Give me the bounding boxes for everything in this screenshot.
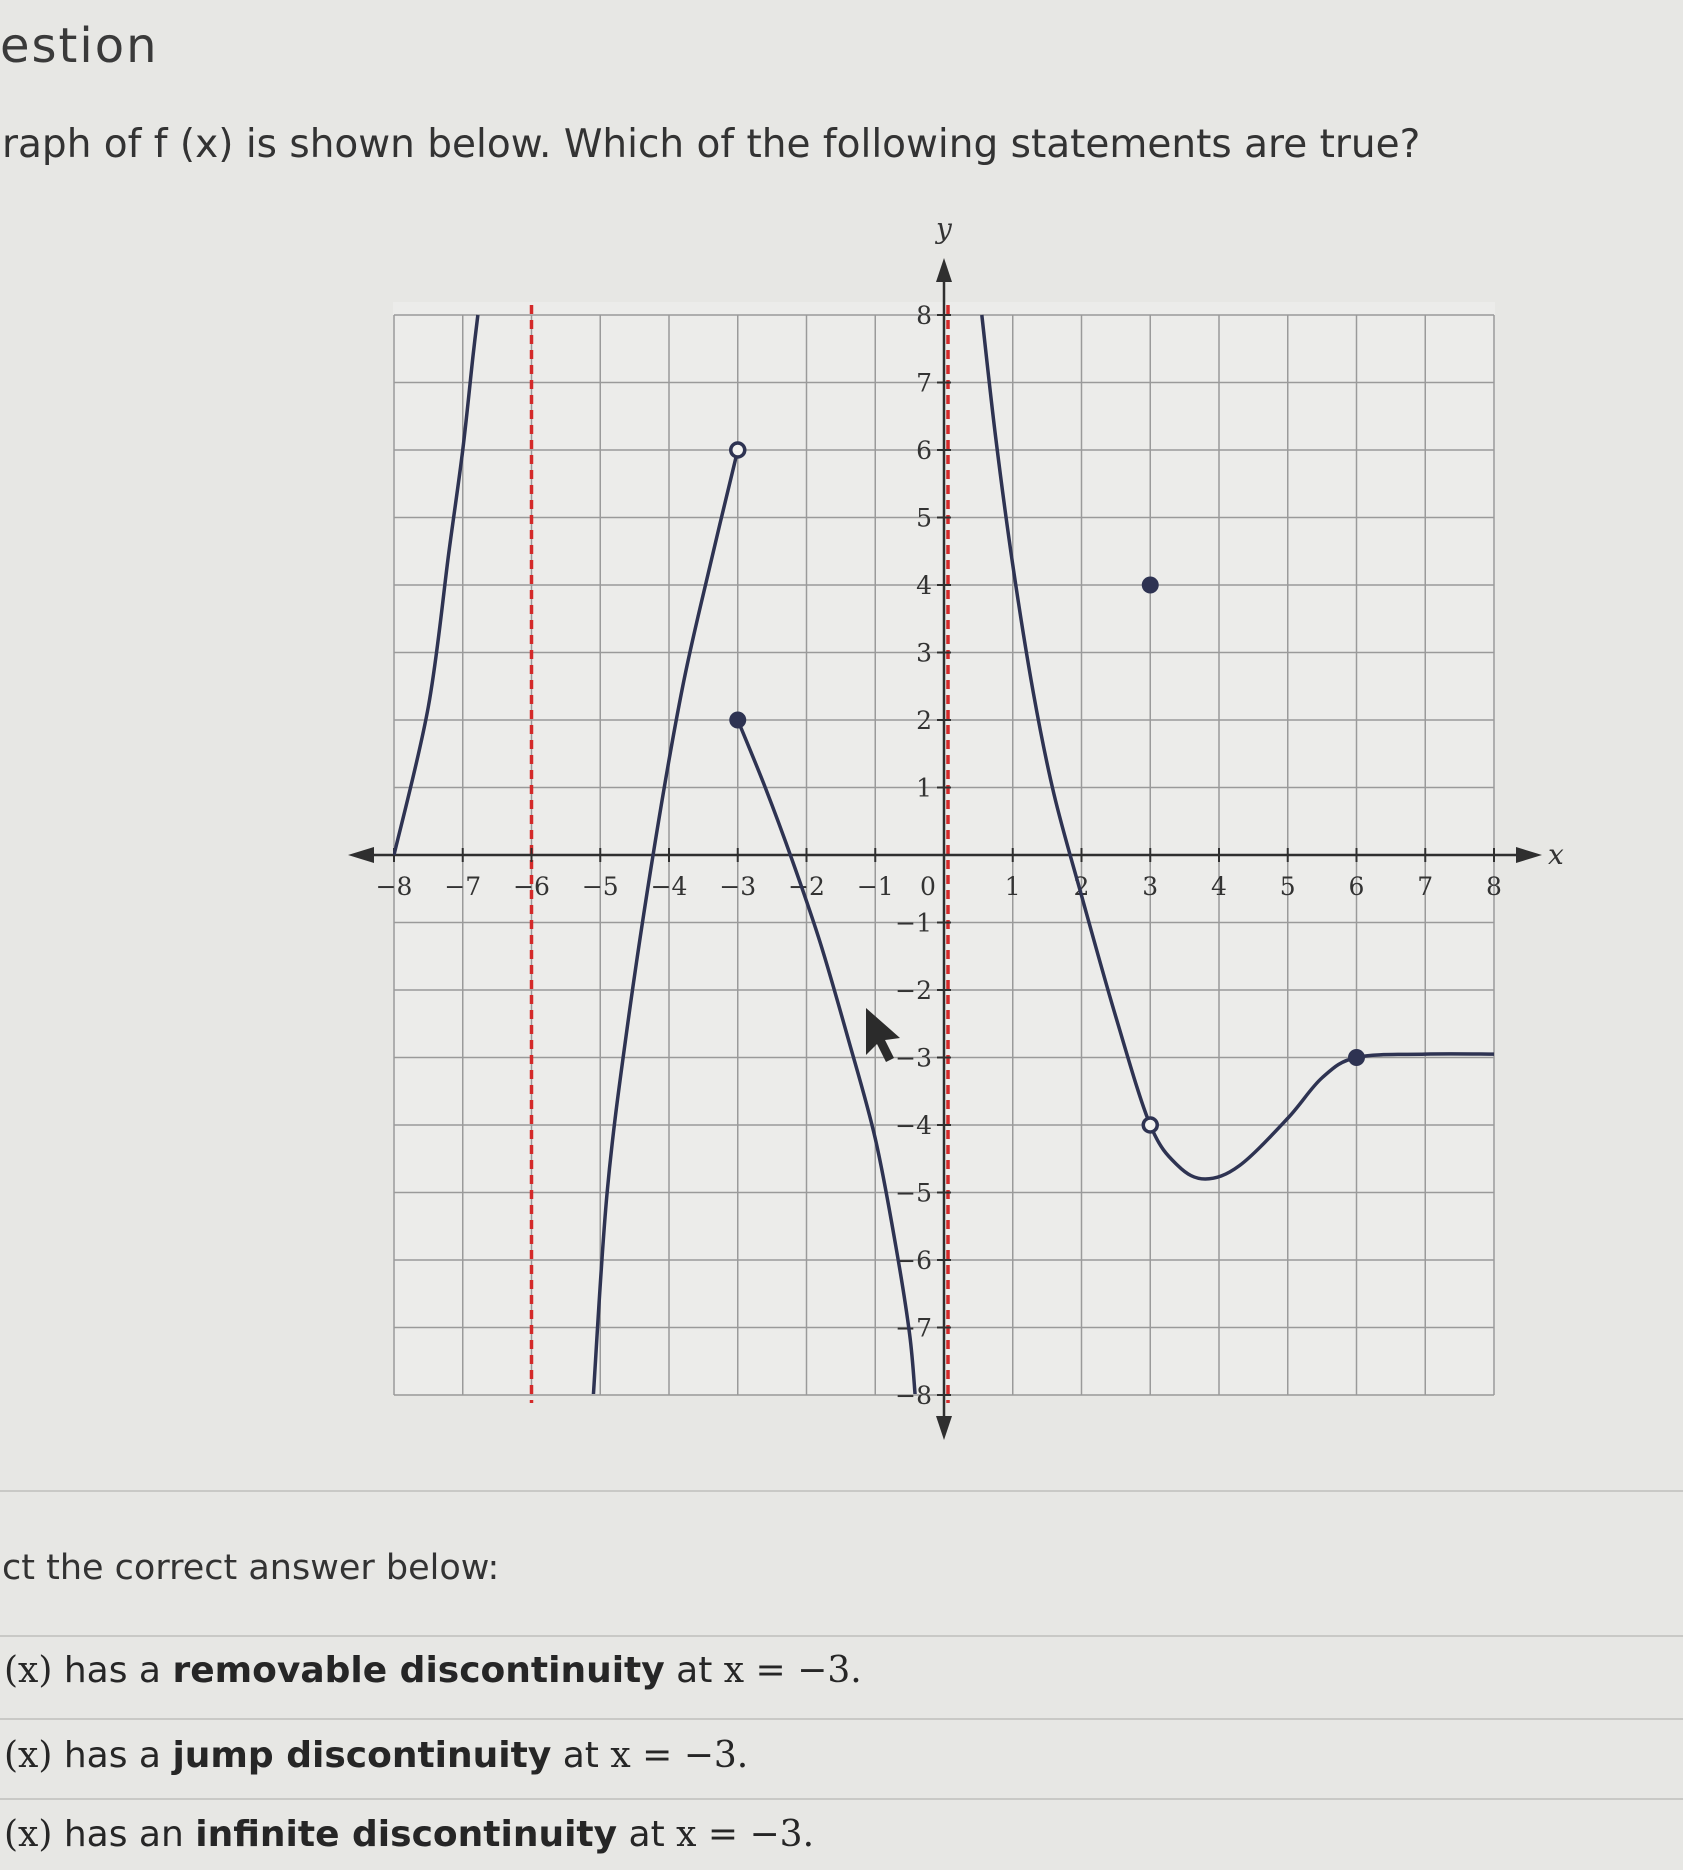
x-axis-label: x (1548, 838, 1564, 871)
y-tick-label: 4 (916, 571, 932, 600)
x-tick-label: 5 (1279, 872, 1296, 901)
y-tick-label: 5 (916, 503, 932, 533)
x-tick-label: 2 (1073, 872, 1090, 901)
option-divider-3 (0, 1798, 1683, 1800)
option-text: has a (52, 1650, 173, 1691)
open-point (1143, 1118, 1157, 1132)
option-text: at (617, 1814, 677, 1855)
option-keyword: removable discontinuity (172, 1650, 665, 1691)
x-tick-label: 8 (1486, 872, 1502, 901)
option-text: has an (52, 1814, 196, 1855)
y-tick-label: −1 (895, 908, 932, 938)
x-tick-label: 3 (1142, 872, 1159, 901)
y-tick-label: 2 (916, 706, 932, 735)
x-tick-label: −2 (788, 872, 825, 901)
x-tick-label: −3 (719, 872, 757, 901)
x-tick-label: 4 (1211, 872, 1227, 901)
option-keyword: jump discontinuity (172, 1735, 552, 1776)
y-tick-label: −2 (895, 976, 932, 1005)
y-tick-label: −3 (895, 1043, 932, 1073)
answer-option-1[interactable] (4, 1650, 862, 1691)
option-text: has a (52, 1735, 173, 1776)
x-axis-left-arrow (348, 847, 374, 863)
option-text: at (664, 1650, 724, 1691)
y-tick-label: 6 (916, 436, 932, 465)
x-tick-label: −4 (650, 872, 688, 901)
x-tick-label: −1 (856, 872, 894, 901)
x-tick-label: 6 (1348, 872, 1365, 901)
option-divider-1 (0, 1635, 1683, 1637)
option-function: (x) (4, 1650, 53, 1691)
open-point (731, 443, 745, 457)
closed-point (1348, 1049, 1365, 1066)
answer-option-2[interactable] (4, 1735, 748, 1776)
y-tick-label: −5 (895, 1178, 932, 1208)
y-axis-bottom-arrow (936, 1416, 952, 1440)
y-tick-label: 3 (916, 638, 932, 668)
y-tick-label: 7 (916, 368, 932, 398)
x-tick-label: −8 (375, 872, 413, 901)
closed-point (729, 712, 746, 729)
y-tick-label: 8 (916, 301, 932, 330)
option-equation: x = −3. (723, 1650, 862, 1691)
y-tick-label: −8 (895, 1381, 932, 1410)
question-text: raph of f (x) is shown below. Which of the following statements are true? (2, 122, 1421, 167)
option-equation: x = −3. (676, 1814, 815, 1855)
answer-prompt: ct the correct answer below: (2, 1548, 500, 1588)
x-axis-right-arrow (1516, 847, 1542, 863)
option-function: (x) (4, 1735, 53, 1776)
x-tick-label: 7 (1417, 872, 1434, 901)
option-text: at (551, 1735, 611, 1776)
option-keyword: infinite discontinuity (195, 1814, 618, 1855)
x-tick-label: −7 (444, 872, 482, 901)
option-function: (x) (4, 1814, 53, 1855)
y-tick-label: 1 (916, 773, 932, 803)
x-tick-label: −5 (581, 872, 619, 901)
x-tick-label: 0 (920, 872, 936, 901)
y-tick-label: −7 (895, 1313, 932, 1343)
y-tick-label: −6 (895, 1246, 932, 1275)
x-tick-label: −6 (513, 872, 550, 901)
x-tick-label: 1 (1004, 872, 1021, 901)
option-divider-2 (0, 1718, 1683, 1720)
y-tick-label: −4 (895, 1111, 932, 1140)
option-equation: x = −3. (610, 1735, 749, 1776)
page-heading: estion (0, 18, 159, 74)
closed-point (1142, 577, 1159, 594)
section-divider (0, 1490, 1683, 1492)
answer-option-3[interactable] (4, 1814, 814, 1855)
y-axis-label: y (936, 212, 952, 245)
y-axis-top-arrow (936, 258, 952, 282)
